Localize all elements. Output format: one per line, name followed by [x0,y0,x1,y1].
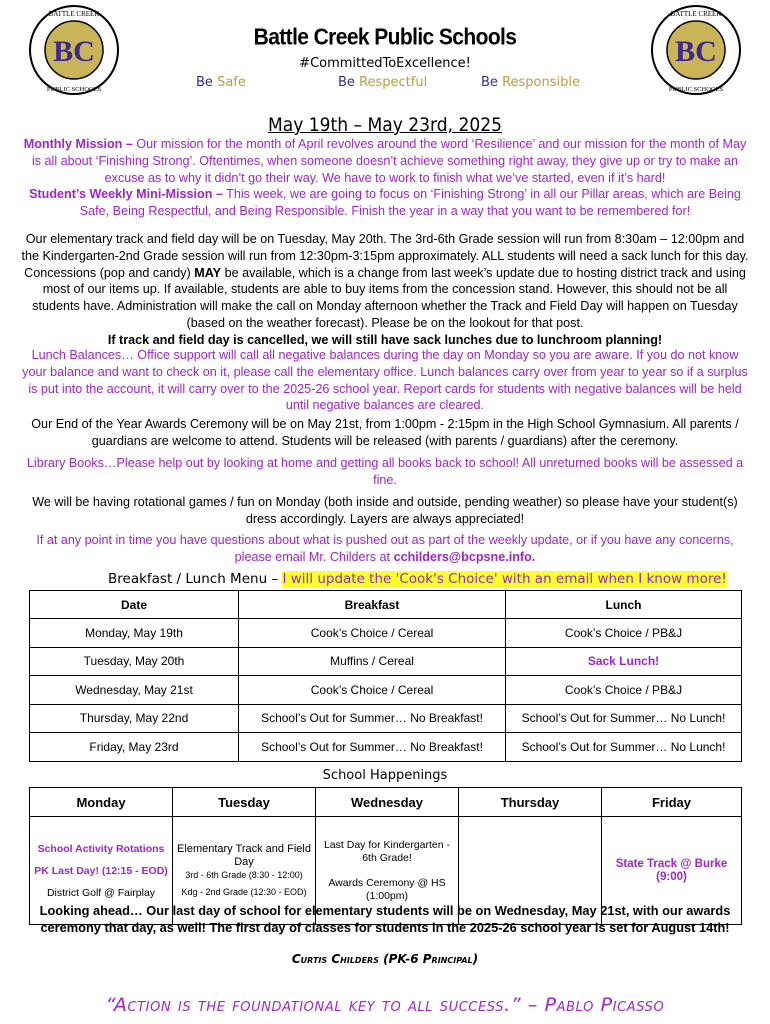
motto-safe: Be Safe [196,75,246,90]
day-monday: Monday [30,788,173,817]
menu-heading: Breakfast / Lunch Menu – I will update the 'Cook's Choice' with an email when I know more! [108,571,727,587]
motto-responsible: Be Responsible [481,75,580,90]
library-notice: Library Books…Please help out by looking at home and getting all books back to school! All unreturned books will be assessed a fine. [26,456,744,487]
svg-text:BATTLE CREEK: BATTLE CREEK [670,10,722,18]
monthly-mission: Monthly Mission – Our mission for the month of April revolves around the word ‘Resilience’ and our mission for the month of May is all about ‘Finishing Strong’. Oftentimes, when someone doesn’t achieve something right away, they give up or try to make an excuse as to why it didn’t go their way. We have to work to finish what we’ve started, even if it’s hard! Student’s Weekly Mini-Mission – This week, we are going to focus on ‘Finishing Strong’ in all our Pillar areas, which are Being Safe, Being Respectful, and Being Responsible. Finish the year in a way that you want to be remembered for! [23,137,747,219]
table-row: Tuesday, May 20th Muffins / Cereal Sack Lunch! [30,647,742,676]
menu-note: I will update the 'Cook's Choice' with an email when I know more! [282,571,727,587]
monday-events: School Activity Rotations PK Last Day! (12:15 - EOD) District Golf @ Fairplay [30,817,173,925]
motto-respectful: Be Respectful [338,75,428,90]
menu-col-date: Date [30,591,239,619]
day-friday: Friday [602,788,742,817]
school-name: Battle Creek Public Schools [253,24,517,51]
games-notice: We will be having rotational games / fun on Monday (both inside and outside, pending weather) so please have your student(s) dress accordingly. Layers are always appreciated! [32,495,738,526]
looking-ahead: Looking ahead… Our last day of school for elementary students will be on Wednesday, May 21st, with our awards ceremony that day, as well! The first day of classes for students in the 2025-26 school year is set for August 14th! [39,903,731,935]
menu-col-breakfast: Breakfast [239,591,506,619]
menu-table [29,590,742,762]
svg-text:BATTLE CREEK: BATTLE CREEK [48,10,100,18]
happenings-title: School Happenings [322,768,448,783]
table-row: Monday, May 19th Cook’s Choice / Cereal Cook’s Choice / PB&J [30,619,742,648]
menu-col-lunch: Lunch [506,591,742,619]
svg-text:PUBLIC SCHOOLS: PUBLIC SCHOOLS [46,86,102,93]
lunch-balances-notice: Lunch Balances… Office support will call all negative balances during the day on Monday so you are aware. If you do not know your balance and want to check on it, please call the elementary office. Lunch balances carry over from year to year so if a surplus is put into the account, it will carry over to the 2025-26 school year. Report cards for students with negative balances will be held until negative balances are cleared. [22,348,748,413]
day-wednesday: Wednesday [316,788,459,817]
day-tuesday: Tuesday [173,788,316,817]
day-thursday: Thursday [459,788,602,817]
closing-quote: “Action is the foundational key to all success.” – Pablo Picasso [105,994,665,1016]
table-row: Thursday, May 22nd School’s Out for Summer… No Breakfast! School’s Out for Summer… No Lunch! [30,704,742,733]
principal-signature: Curtis Childers (PK-6 Principal) [291,952,479,966]
wednesday-events: Last Day for Kindergarten - 6th Grade! Awards Ceremony @ HS (1:00pm) [316,817,459,925]
table-row: Wednesday, May 21st Cook’s Choice / Cereal Cook’s Choice / PB&J [30,676,742,705]
track-day-notice: Our elementary track and field day will be on Tuesday, May 20th. The 3rd-6th Grade session will run from 8:30am – 12:00pm and the Kindergarten-2nd Grade session will run from 12:30pm-3:15pm approximately. ALL students will need a sack lunch for this day. Concessions (pop and candy) MAY be available, which is a change from last week’s update due to hosting district track and using most of our items up. If available, students are able to buy items from the concession stand. However, this should not be all students have. Administration will make the call on Monday afternoon whether the Track and Field Day will happen on Tuesday (based on the weather forecast). Please be on the lookout for that post. If track and field day is cancelled, we will still have sack lunches due to lunchroom planning! [21,232,749,347]
tuesday-events: Elementary Track and Field Day 3rd - 6th Grade (8:30 - 12:00) Kdg - 2nd Grade (12:30 - EOD) [173,817,316,925]
svg-text:PUBLIC SCHOOLS: PUBLIC SCHOOLS [668,86,724,93]
hashtag: #CommittedToExcellence! [299,56,471,71]
questions-notice: If at any point in time you have questions about what is pushed out as part of the weekly update, or if you have any concerns, please email Mr. Childers at cchilders@bcpsne.info. [36,533,734,564]
awards-notice: Our End of the Year Awards Ceremony will be on May 21st, from 1:00pm - 2:15pm in the High School Gymnasium. All parents / guardians are welcome to attend. Students will be released (with parents / guardians) after the ceremony. [31,417,739,448]
friday-events: State Track @ Burke (9:00) [602,817,742,925]
week-date-range: May 19th – May 23rd, 2025 [267,114,503,136]
svg-text:BC: BC [53,35,95,68]
svg-text:BC: BC [675,35,717,68]
email-link[interactable]: cchilders@bcpsne.info. [393,549,536,564]
table-row: Friday, May 23rd School’s Out for Summer… No Breakfast! School’s Out for Summer… No Lunch! [30,733,742,762]
